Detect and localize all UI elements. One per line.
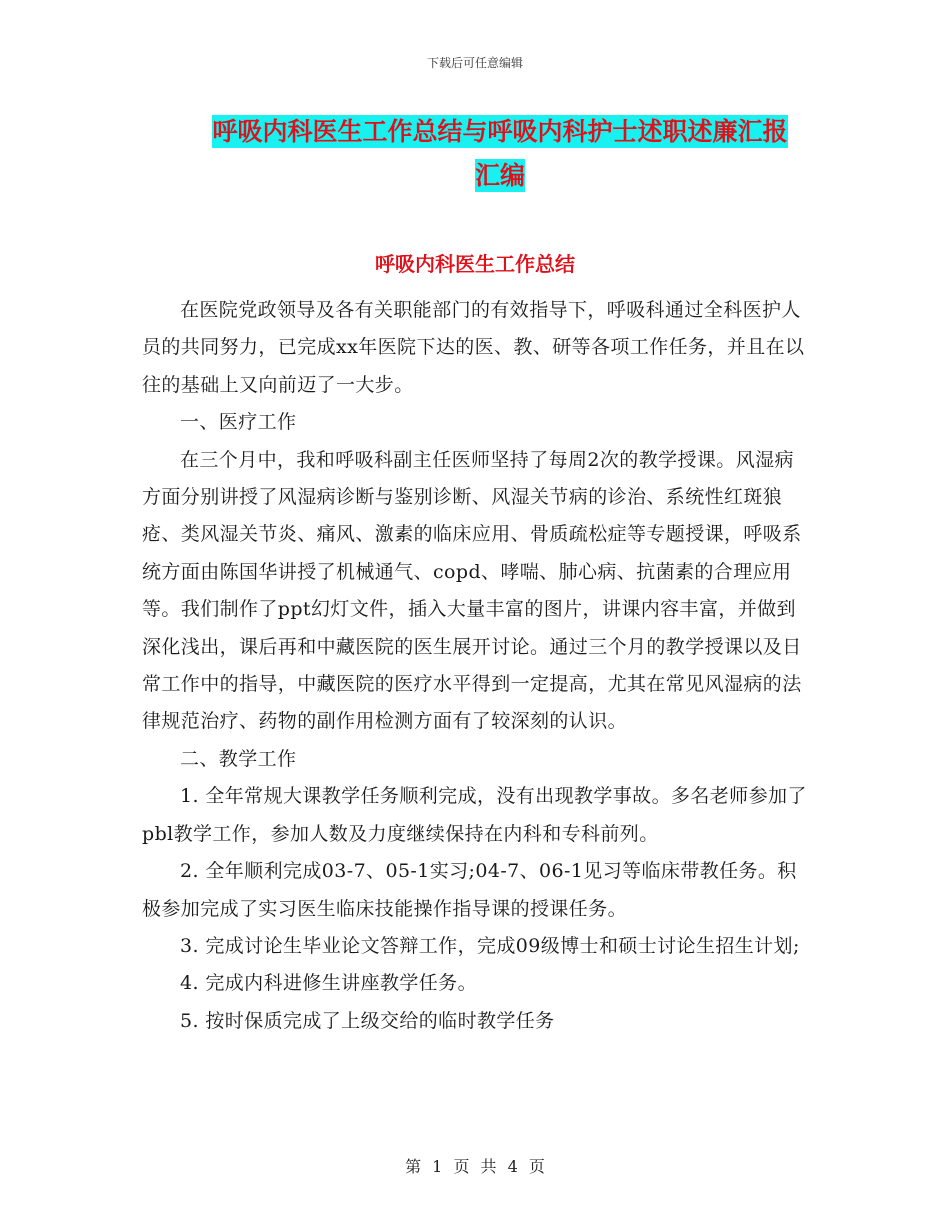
paragraph-intro: 在医院党政领导及各有关职能部门的有效指导下，呼吸科通过全科医护人员的共同努力，已完成xx年医院下达的医、教、研等各项工作任务，并且在以往的基础上又向前迈了一大步。 <box>142 299 805 396</box>
title-line-2: 汇编 <box>474 161 525 190</box>
heading-medical-work: 一、医疗工作 <box>180 411 297 434</box>
section-title: 呼吸内科医生工作总结 <box>375 252 575 276</box>
page-footer: 第 1 页 共 4 页 <box>405 1157 545 1176</box>
heading-teaching-work: 二、教学工作 <box>180 747 297 770</box>
list-item-3: 3. 完成讨论生毕业论文答辩工作，完成09级博士和硕士讨论生招生计划; <box>180 934 800 957</box>
list-item-1: 1. 全年常规大课教学任务顺利完成，没有出现教学事故。多名老师参加了pbl教学工作，参加人数及力度继续保持在内科和专科前列。 <box>142 785 807 845</box>
list-item-4: 4. 完成内科进修生讲座教学任务。 <box>180 972 477 995</box>
list-item-2: 2. 全年顺利完成03-7、05-1实习;04-7、06-1见习等临床带教任务。积极参加完成了实习医生临床技能操作指导课的授课任务。 <box>142 860 797 920</box>
header-note: 下载后可任意编辑 <box>426 56 523 70</box>
list-item-5: 5. 按时保质完成了上级交给的临时教学任务 <box>180 1009 555 1032</box>
title-line-1: 呼吸内科医生工作总结与呼吸内科护士述职述廉汇报 <box>212 117 788 146</box>
body-text <box>142 292 812 1040</box>
paragraph-medical-work: 在三个月中，我和呼吸科副主任医师坚持了每周2次的教学授课。风湿病方面分别讲授了风湿病诊断与鉴别诊断、风湿关节病的诊治、系统性红斑狼疮、类风湿关节炎、痛风、激素的临床应用、骨质疏松症等专题授课，呼吸系统方面由陈国华讲授了机械通气、copd、哮喘、肺心病、抗菌素的合理应用等。我们制作了ppt幻灯文件，插入大量丰富的图片，讲课内容丰富，并做到深化浅出，课后再和中藏医院的医生展开讨论。通过三个月的教学授课以及日常工作中的指导，中藏医院的医疗水平得到一定提高，尤其在常见风湿病的法律规范治疗、药物的副作用检测方面有了较深刻的认识。 <box>142 448 802 733</box>
document-title <box>190 110 810 198</box>
